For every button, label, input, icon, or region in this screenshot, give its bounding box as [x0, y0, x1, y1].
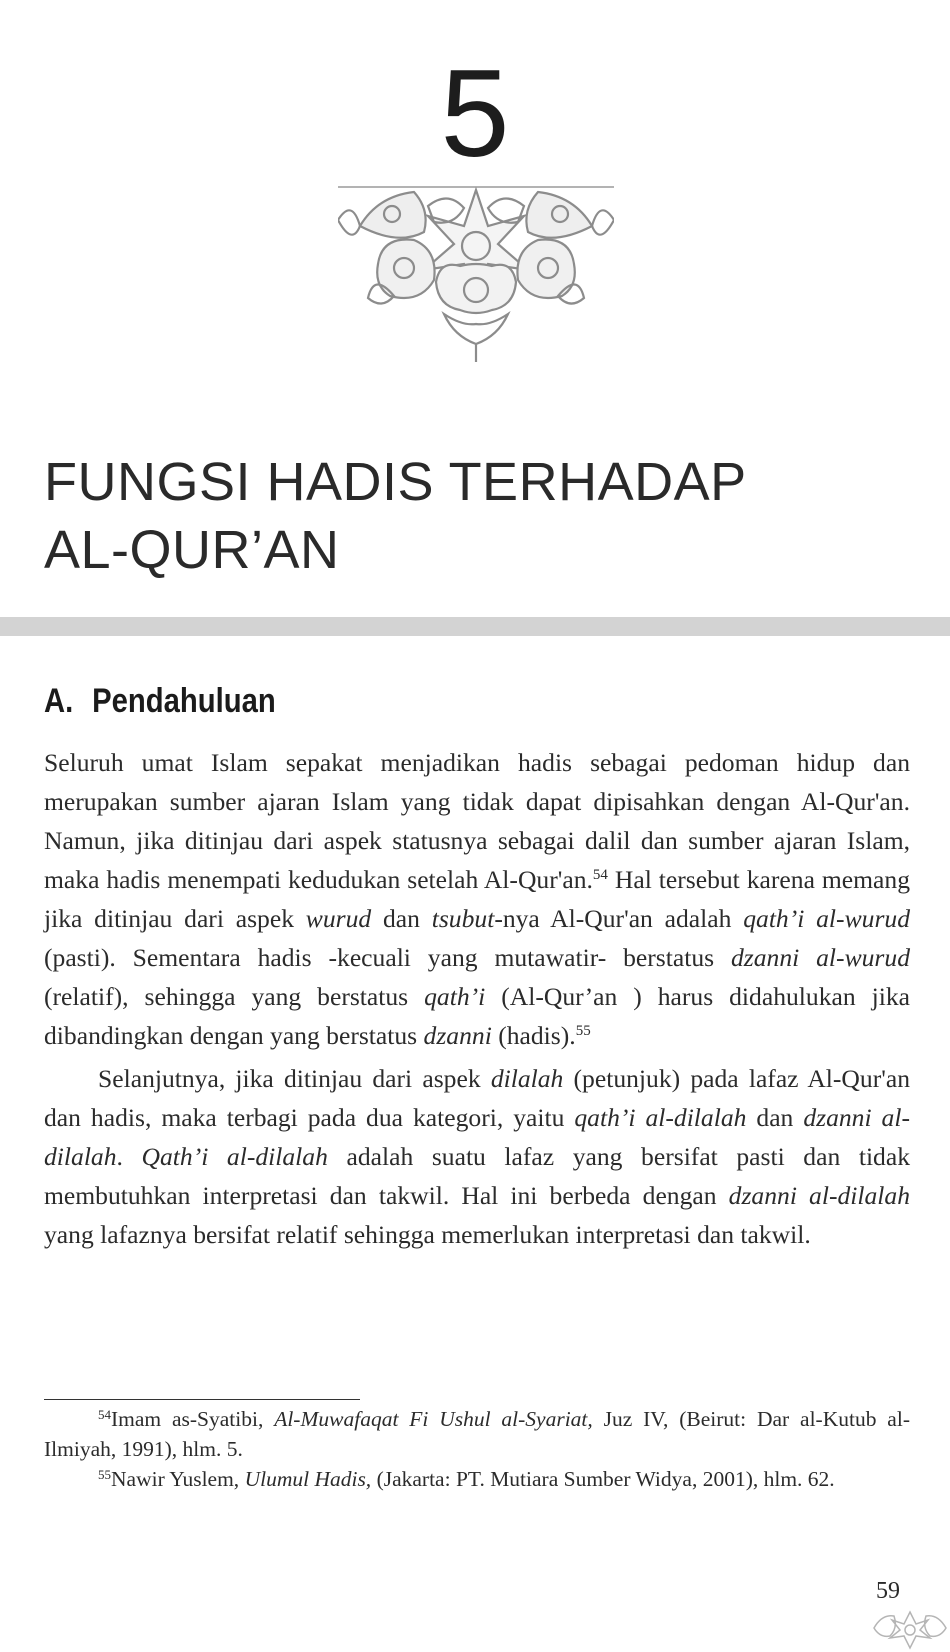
text-run: Seluruh umat Islam sepakat menjadikan hadis sebagai pedoman hidup dan merupakan sumber ajaran Islam yang tidak dapat dipisahkan dengan Al-Qur'an. Namun, jika ditinjau dari aspek statusnya sebagai dalil dan sumber ajaran Islam, maka hadis menempati kedudukan setelah Al-Qur'an.: [44, 748, 910, 894]
italic-term: qath’i al-dilalah: [574, 1103, 747, 1132]
italic-term: dzanni al-wurud: [730, 943, 910, 972]
section-heading: [44, 679, 276, 723]
footnotes: [44, 1404, 910, 1494]
chapter-number: 5: [440, 45, 510, 183]
book-title: Al-Muwafaqat Fi Ushul al-Syariat,: [274, 1407, 593, 1431]
text-run: Nawir Yuslem,: [111, 1467, 245, 1491]
text-run: Hal tersebut karena memang jika ditinjau dari aspek: [44, 865, 910, 933]
italic-term: dilalah: [490, 1064, 564, 1093]
grey-divider-band: [0, 617, 950, 636]
floral-ornament-icon: [338, 186, 614, 364]
footnote-55: [44, 1464, 910, 1494]
chapter-title-line2: AL-QUR’AN: [44, 520, 340, 580]
footnote-number: 55: [98, 1467, 111, 1482]
text-run: Juz IV, (Beirut: Dar al-Kutub al-Ilmiyah, 1991), hlm. 5.: [44, 1407, 910, 1461]
page-number: 59: [876, 1578, 900, 1604]
text-run: .: [116, 1142, 142, 1171]
chapter-title-line1: FUNGSI HADIS TERHADAP: [44, 452, 747, 512]
italic-term: qath’i al-wurud: [743, 904, 910, 933]
book-title: Ulumul Hadis,: [244, 1467, 372, 1491]
text-run: (hadis).: [491, 1021, 576, 1050]
paragraph-2: [44, 1059, 910, 1254]
corner-ornament-icon: [870, 1606, 950, 1652]
text-run: Imam as-Syatibi,: [111, 1407, 275, 1431]
text-run: Selanjutnya, jika ditinjau dari aspek: [98, 1064, 491, 1093]
italic-term: tsubut: [431, 904, 495, 933]
text-run: (pasti). Sementara hadis -kecuali yang mutawatir- berstatus: [44, 943, 731, 972]
footnote-ref-55[interactable]: 55: [575, 1023, 591, 1039]
italic-term: dzanni: [423, 1021, 492, 1050]
text-run: adalah suatu lafaz yang bersifat pasti dan tidak membutuhkan interpretasi dan takwil. Hal ini berbeda dengan: [44, 1142, 911, 1210]
section-title: Pendahuluan: [92, 682, 276, 720]
footnote-rule: [44, 1399, 360, 1400]
text-run: (Al-Qur’an ) harus didahulukan jika dibandingkan dengan yang berstatus: [44, 982, 911, 1050]
italic-term: qath’i: [424, 982, 486, 1011]
text-run: (petunjuk) pada lafaz Al-Qur'an dan hadis, maka terbagi pada dua kategori, yaitu: [44, 1064, 911, 1132]
text-run: (Jakarta: PT. Mutiara Sumber Widya, 2001), hlm. 62.: [371, 1467, 835, 1491]
text-run: -nya Al-Qur'an adalah: [494, 904, 744, 933]
text-run: (relatif), sehingga yang berstatus: [44, 982, 425, 1011]
italic-term: wurud: [305, 904, 372, 933]
italic-term: dzanni al-dilalah: [44, 1103, 910, 1171]
footnote-ref-54[interactable]: 54: [592, 867, 608, 883]
section-letter: A.: [44, 682, 74, 720]
text-run: yang lafaznya bersifat relatif sehingga memerlukan interpretasi dan takwil.: [44, 1220, 811, 1249]
chapter-title: [44, 448, 904, 584]
footnote-number: 54: [98, 1407, 111, 1422]
body-text: [44, 743, 910, 1254]
italic-term: dzanni al-dilalah: [728, 1181, 910, 1210]
text-run: dan: [746, 1103, 804, 1132]
paragraph-1: [44, 743, 910, 1055]
italic-term: Qath’i al-dilalah: [141, 1142, 328, 1171]
footnote-54: [44, 1404, 910, 1464]
text-run: dan: [371, 904, 432, 933]
